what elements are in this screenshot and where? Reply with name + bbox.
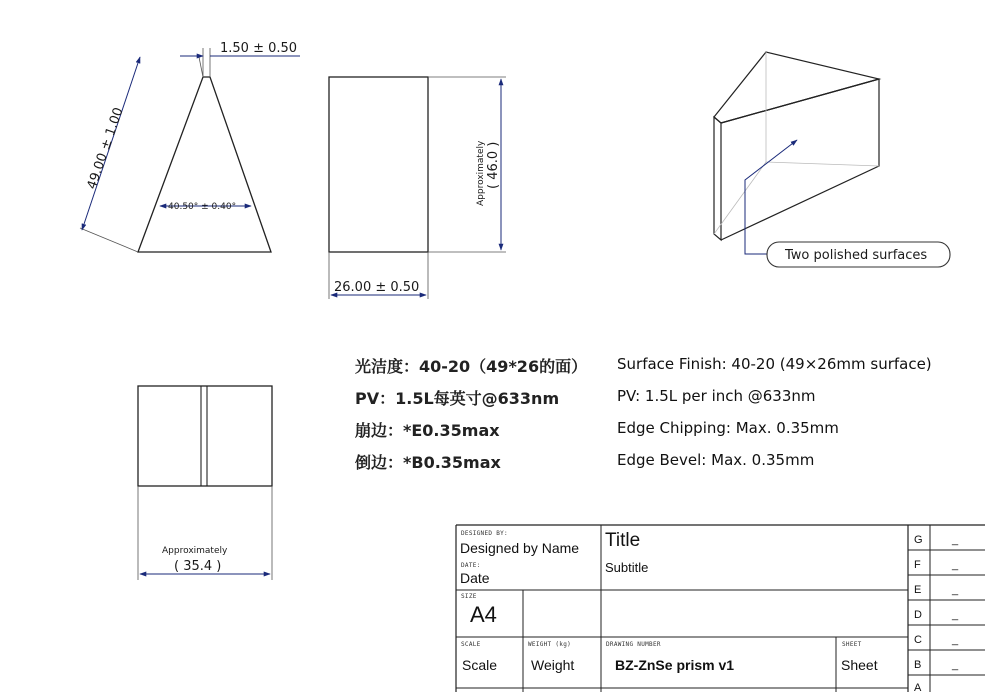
- title-value: Title: [605, 530, 641, 551]
- bottom-width-dimension: ( 35.4 ): [174, 559, 222, 574]
- drawing-number-label: DRAWING NUMBER: [606, 641, 661, 648]
- subtitle-value: Subtitle: [605, 560, 649, 575]
- prism-triangle-outline: [138, 77, 271, 252]
- side-length-dimension: 49.00 ± 1.00: [84, 105, 127, 192]
- note-cn: PV：1.5L每英寸@633nm: [355, 389, 560, 408]
- note-cn: 倒边：*B0.35max: [355, 453, 501, 472]
- bottom-width-note: Approximately: [162, 546, 228, 556]
- height-dimension: ( 46.0 ): [486, 141, 501, 189]
- sheet-value: Sheet: [841, 657, 878, 673]
- bottom-view-outline: [138, 386, 272, 486]
- sheet-label: SHEET: [842, 641, 862, 648]
- revision-letter: C: [914, 634, 922, 646]
- revision-value: _: [952, 659, 959, 671]
- revision-letter: G: [914, 534, 923, 546]
- height-note: Approximately: [476, 140, 486, 206]
- revision-letter: B: [914, 659, 922, 671]
- designed-by-value: Designed by Name: [460, 540, 580, 556]
- revision-letter: D: [914, 609, 922, 621]
- revision-value: _: [952, 534, 959, 546]
- title-block: [456, 525, 985, 692]
- note-en: PV: 1.5L per inch @633nm: [617, 387, 816, 405]
- note-edge-chipping: [355, 418, 975, 442]
- date-value: Date: [460, 570, 490, 586]
- weight-label: WEIGHT (kg): [528, 641, 572, 648]
- revision-value: _: [952, 584, 959, 596]
- iso-view: [714, 52, 950, 267]
- scale-value: Scale: [462, 657, 498, 673]
- note-surface-finish: [355, 354, 975, 378]
- width-dimension: 26.00 ± 0.50: [334, 280, 420, 295]
- revision-value: _: [952, 609, 959, 621]
- drawing-number-value: BZ-ZnSe prism v1: [615, 657, 735, 673]
- scale-label: SCALE: [461, 641, 481, 648]
- revision-letter: A: [914, 682, 922, 692]
- size-label: SIZE: [461, 593, 477, 600]
- bottom-view: [138, 386, 272, 580]
- note-cn: 崩边：*E0.35max: [355, 421, 500, 440]
- front-view: [80, 41, 300, 252]
- date-label: DATE:: [461, 562, 481, 569]
- iso-front-face: [714, 117, 721, 240]
- revision-value: _: [952, 634, 959, 646]
- revision-column: [914, 534, 959, 692]
- weight-value: Weight: [531, 657, 575, 673]
- designed-by-label: DESIGNED BY:: [461, 530, 508, 537]
- callout-text: Two polished surfaces: [785, 248, 928, 263]
- note-en: Edge Chipping: Max. 0.35mm: [617, 419, 839, 437]
- note-edge-bevel: [355, 450, 975, 474]
- side-view-outline: [329, 77, 428, 252]
- note-en: Edge Bevel: Max. 0.35mm: [617, 451, 815, 469]
- callout-leader: [745, 140, 797, 254]
- size-value: A4: [470, 602, 497, 627]
- iso-top-face: [714, 52, 879, 123]
- revision-value: _: [952, 559, 959, 571]
- side-view: [329, 77, 506, 299]
- note-en: Surface Finish: 40-20 (49×26mm surface): [617, 355, 932, 373]
- top-width-dimension: 1.50 ± 0.50: [220, 41, 298, 56]
- note-cn: 光洁度：40-20（49*26的面）: [355, 357, 588, 376]
- apex-angle-dimension: 40.50° ± 0.40°: [168, 202, 237, 212]
- revision-letter: F: [914, 559, 921, 571]
- revision-letter: E: [914, 584, 922, 596]
- note-pv: [355, 386, 975, 410]
